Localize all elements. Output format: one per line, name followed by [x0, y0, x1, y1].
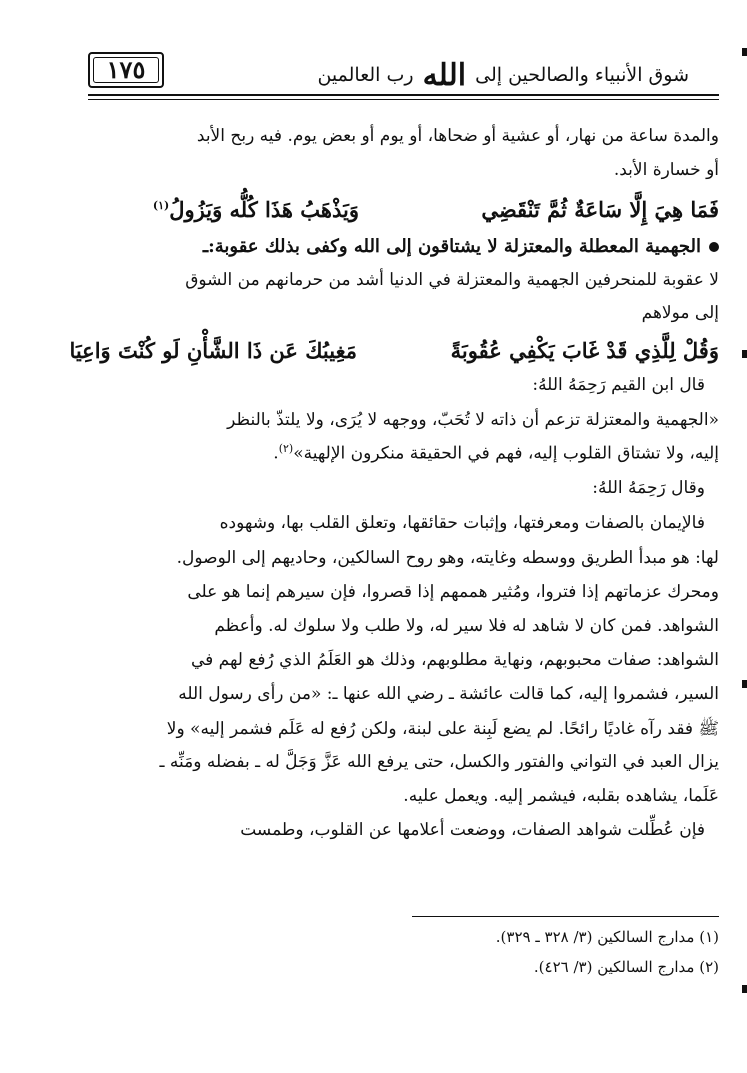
text-line: فالإيمان بالصفات ومعرفتها، وإثبات حقائقها، وتعلق القلب بها، وشهوده: [219, 513, 705, 533]
header-title-end: رب العالمين: [317, 64, 414, 86]
footnote-rule: [412, 916, 719, 917]
footnote: (١) مدارج السالكين (٣/ ٣٢٨ ـ ٣٢٩).: [495, 928, 719, 946]
margin-mark: [742, 985, 747, 993]
text-line: عَلَما، يشاهده بقلبه، فيشمر إليه. ويعمل عليه.: [403, 786, 719, 806]
header-allah-calligraphy: الله: [422, 58, 467, 93]
text-line: الشواهد. فمن كان لا شاهد له فلا سير له، ولا طلب ولا سلوك له. وأعظم: [214, 616, 719, 636]
quote-line: «الجهمية والمعتزلة تزعم أن ذاته لا تُحَبّ، ووجهه لا يُرَى، ولا يلتذّ بالنظر: [227, 410, 719, 430]
margin-mark: [742, 350, 747, 358]
text-line: والمدة ساعة من نهار، أو عشية أو ضحاها، أو يوم أو بعض يوم. فيه ربح الأبد: [196, 126, 719, 146]
verse-1-left-hemistich: وَيَذْهَبُ هَذَا كُلُّه وَيَزُولُ$^{(١)}$: [152, 197, 359, 222]
section-heading: الجهمية المعطلة والمعتزلة لا يشتاقون إلى الله وكفى بذلك عقوبة:ـ: [203, 236, 719, 257]
text-line: إلى مولاهم: [641, 303, 719, 323]
header-rule: [88, 94, 719, 96]
text-line: يزال العبد في التواني والفتور والكسل، حتى يرفع الله عَزَّ وَجَلَّ له ـ بفضله ومَنِّه ـ: [159, 752, 719, 772]
verse-2-right-hemistich: وَقُلْ لِلَّذِي قَدْ غَابَ يَكْفِي عُقُوبَةً: [450, 338, 719, 363]
footnote-ref: (٢): [278, 442, 294, 455]
quote-intro: وقال رَحِمَهُ اللهُ:: [592, 478, 705, 498]
header-title-start: شوق الأنبياء والصالحين إلى: [475, 64, 689, 86]
verse-1-right-hemistich: فَمَا هِيَ إِلَّا سَاعَةٌ ثُمَّ تَنْقَضِي: [481, 197, 719, 222]
text-line: أو خسارة الأبد.: [613, 160, 719, 180]
quote-intro: قال ابن القيم رَحِمَهُ اللهُ:: [532, 375, 705, 395]
text-line: الشواهد: صفات محبوبهم، ونهاية مطلوبهم، وذلك هو العَلَمُ الذي رُفع لهم في: [190, 650, 719, 670]
text-line: لا عقوبة للمنحرفين الجهمية والمعتزلة في الدنيا أشد من حرمانهم من الشوق: [185, 270, 719, 290]
margin-mark: [742, 680, 747, 688]
text-line: ﷺ فقد رآه غاديًا رائحًا. لم يضع لَبِنة على لبنة، ولكن رُفع له عَلَم فشمر إليه» ولا: [166, 719, 719, 739]
text-line: السير، فشمروا إليه، كما قالت عائشة ـ رضي الله عنها ـ: «من رأى رسول الله: [178, 684, 719, 704]
text-line: ومحرك عزماتهم إذا فتروا، ومُثير هممهم إذا قصروا، فإن سيرهم إنما هو على: [187, 582, 719, 602]
header-rule-thin: [88, 99, 719, 100]
text-line: فإن عُطِّلت شواهد الصفات، ووضعت أعلامها عن القلوب، وطمست: [240, 820, 705, 840]
footnote-ref: (١): [152, 199, 170, 212]
text-line: لها: هو مبدأ الطريق ووسطه وغايته، وهو روح السالكين، وحاديهم إلى الوصول.: [176, 548, 719, 568]
footnote: (٢) مدارج السالكين (٣/ ٤٢٦).: [533, 958, 719, 976]
quote-line: إليه، ولا تشتاق القلوب إليه، فهم في الحقيقة منكرون الإلهية»$^{(٢)}$.: [273, 442, 719, 464]
margin-mark: [742, 48, 747, 56]
running-header: [317, 58, 689, 93]
page-number: ١٧٥: [88, 52, 164, 88]
bullet-icon: [709, 242, 719, 252]
verse-2-left-hemistich: مَغِيبُكَ عَن ذَا الشَّأْنِ لَو كُنْتَ وَاعِيَا: [69, 338, 357, 363]
